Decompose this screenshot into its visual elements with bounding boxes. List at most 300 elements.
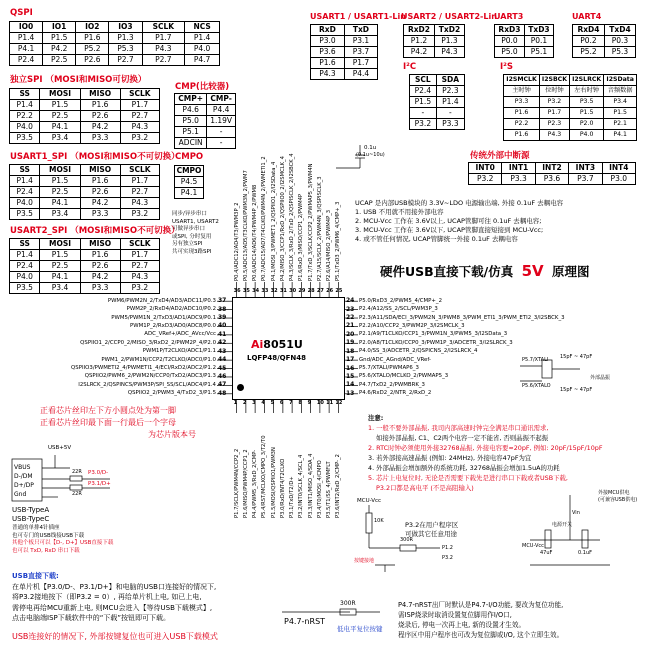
pin-number: 14 — [346, 381, 355, 389]
i2c-cell: SDA — [436, 75, 464, 86]
usb-gnd: Gnd — [14, 491, 27, 498]
i2c-cell: P2.3 — [436, 86, 464, 97]
usart2_spi-cell: P2.7 — [120, 261, 159, 272]
pin-label-top: P4.1/MOSI_3/PWMET1_2/QSPIIO1_2/I2SData_4 — [270, 161, 277, 281]
pin-label-left: PWM5/PWM1N_2/TxD3/AD1/ADC9/P0.1 — [111, 314, 216, 321]
cmp-title: CMP(比较器) — [175, 82, 230, 92]
btn-mcu-vcc: MCU-Vcc — [357, 498, 382, 504]
pin-number: 10 — [316, 400, 324, 406]
cap-47uf: 47uF — [540, 550, 553, 556]
i2s-title: I²S — [500, 62, 514, 72]
pin-number: 41 — [218, 330, 227, 338]
usart2_spi-cell: P3.4 — [40, 283, 80, 294]
i2s-cell: P3.5 — [569, 97, 603, 108]
usart1_spi-cell: P4.3 — [120, 198, 159, 209]
note-4: 4. 外部晶振会增加额外的系统功耗, 32768晶振会增加1.5uA的功耗 — [368, 464, 560, 472]
chip-model-num: 8051U — [263, 338, 303, 351]
pin-number: 19 — [346, 339, 355, 347]
i2s-cell: I2SBCK — [540, 75, 570, 86]
spi_ind-cell: MOSI — [40, 89, 80, 100]
uart4-cell: TxD4 — [604, 25, 635, 36]
pin-label-right: P4.6/RxD2_2/NTR_2/RxD_2 — [359, 390, 432, 397]
i2s-cell: P4.1 — [604, 130, 637, 141]
spi-ind-title: 独立SPI （MOSI和MISO可切换） — [10, 75, 147, 85]
i2c-title: I²C — [403, 62, 417, 72]
i2c-cell: P3.3 — [436, 119, 464, 130]
pin-number: 35 — [242, 288, 250, 294]
i2s-cell: P1.5 — [604, 108, 637, 119]
int-cell: P3.3 — [502, 174, 535, 185]
pin-label-right: P2.3/A11/SDA/ECI_3/PWM2N_3/PWM8_3/PWM_ETI1_3/PWM_ETI2_3/I2SBCK_3 — [359, 314, 565, 321]
ucap-note: UCAP 是内部USB模块的 3.3V~LDO 电源输出端, 外接 0.1uF 去耦电容 — [355, 199, 564, 207]
usb-download-3: 需停电再给MCU重新上电, 则MCU会进入【等待USB下载模式】, — [12, 603, 213, 612]
pin-label-bottom: P3.3/INT1/MISO_4/SDA_4 — [307, 453, 314, 518]
btn-r300: 300R — [400, 537, 414, 543]
int-title: 传统外部中断源 — [470, 151, 530, 161]
pin-label-left: I2SLRCK_2/QSPINCS/PWM3P/SPI_SS/SCL/ADC4/P1.4 — [78, 381, 216, 388]
usart1_spi-cell: P1.5 — [40, 176, 80, 187]
pin-label-top: P0.4/ADC12/AD4/T3/PWM3P_2 — [233, 202, 240, 281]
pin-label-top: P0.6/ADC14/AD6/T4/PWM4P_2/PWM8 — [252, 184, 259, 281]
pin1-dot — [237, 384, 244, 391]
usb-note-2: 也可专门的USB线接USB下载 — [12, 532, 85, 539]
usart1_spi-cell: SS — [10, 165, 40, 176]
spi_ind-cell: P4.2 — [80, 122, 120, 133]
pin-label-bottom: P5.4/RST/MCLKO/CMPO_3/T2/T0 — [261, 435, 268, 518]
usart2-title: USART2 / USART2-Lin — [401, 12, 497, 21]
usart2_spi-cell: P3.5 — [10, 283, 40, 294]
pin-number: 24 — [346, 297, 355, 305]
spi_ind-cell: P4.0 — [10, 122, 40, 133]
pin-label-left: PWM1_2/PWM1N/CCP2/T2CLKO/ADC0/P1.0 — [101, 356, 216, 363]
pin-label-left: PWM1P/T2CLKO/ADC1/P1.1 — [142, 348, 216, 355]
p47-note-4: 程序区中用户程序也可改为复位脚或I/O, 这个立即生效。 — [398, 631, 564, 639]
pin-label-left: PWM6/PWM2N_2/TxD4/AD3/ADC11/P0.3 — [107, 297, 216, 304]
usart1-cell: P3.0 — [311, 36, 345, 47]
p47-nrst-label: P4.7-nRST — [284, 617, 326, 626]
usb-types — [12, 506, 49, 524]
chip-package: LQFP48/QFN48 — [247, 354, 306, 362]
usart2_spi-cell: P1.6 — [80, 250, 120, 261]
usart1_spi-cell: P4.2 — [80, 198, 120, 209]
usart2-cell: P1.2 — [404, 36, 435, 47]
p32-usage-2: 可做其它任意用途 — [405, 530, 457, 538]
uart4-cell: P0.3 — [604, 36, 635, 47]
pin-number: 15 — [346, 372, 355, 380]
uart4-cell: P5.2 — [573, 47, 605, 58]
uart4-cell: P0.2 — [573, 36, 605, 47]
pin-number: 28 — [307, 288, 315, 294]
usart2-cell: RxD2 — [404, 25, 435, 36]
spi_ind-cell: P3.4 — [40, 133, 80, 144]
i2s-cell: P2.1 — [604, 119, 637, 130]
uart3-cell: RxD3 — [495, 25, 525, 36]
pin-number: 42 — [218, 339, 227, 347]
cap-01uf: 0.1uF — [578, 550, 592, 556]
usart1_spi-cell: SCLK — [120, 165, 159, 176]
pin-number: 13 — [346, 389, 355, 397]
qspi-cell: NCS — [185, 22, 220, 33]
pin-label-right: P5.7/XTALI/PWMAP6_3 — [359, 365, 419, 372]
spi_ind-cell: P3.3 — [80, 133, 120, 144]
qspi-cell: P2.4 — [10, 55, 43, 66]
i2c-cell: - — [410, 108, 437, 119]
uart4-title: UART4 — [572, 12, 602, 21]
cmp-cell: P4.6 — [175, 105, 207, 116]
usb-p31: P3.1/D+ — [88, 481, 111, 487]
uart3-cell: P0.1 — [524, 36, 553, 47]
usart1-cell: RxD — [311, 25, 345, 36]
pin-label-left: QSPIIO2_2/PWM3_4/TxD2_3/P1.5 — [127, 390, 216, 397]
pin-number: 44 — [218, 356, 227, 364]
qspi-cell: SCLK — [142, 22, 185, 33]
usart1-spi-title: USART1_SPI （MOSI和MISO不可切换） — [10, 152, 180, 162]
usart2_spi-cell: P4.2 — [80, 272, 120, 283]
usart2_spi-cell: P2.6 — [80, 261, 120, 272]
i2c-cell: - — [436, 108, 464, 119]
spi_ind-cell: P1.4 — [10, 100, 40, 111]
cmp-cell: - — [207, 127, 236, 138]
uart3-cell: TxD3 — [524, 25, 553, 36]
int-cell: P3.0 — [602, 174, 635, 185]
xtal-xi-label: P5.7/XTALI — [522, 357, 549, 363]
pin1-hint-3: 为芯片版本号 — [148, 430, 196, 439]
usart2_spi-cell: MISO — [80, 239, 120, 250]
qspi-cell: P5.2 — [76, 44, 109, 55]
usart1_spi-cell: MISO — [80, 165, 120, 176]
qspi-cell: P2.6 — [76, 55, 109, 66]
cmp-cell: P4.4 — [207, 105, 236, 116]
uart3-title: UART3 — [494, 12, 524, 21]
qspi-cell: IO1 — [43, 22, 76, 33]
qspi-cell: P4.7 — [185, 55, 220, 66]
usb-note-4: 也可以 TxD, RxD 串口下载 — [12, 547, 80, 554]
pin1-hint-1: 正看芯片丝印左下方小圆点处为第一脚 — [40, 406, 176, 415]
async-note-4: 或SPI, 分时复用 — [172, 233, 212, 240]
pin-label-bottom: P3.4/T0/MOSI_4/CMPO — [316, 460, 323, 518]
pin1-hint-2: 正看芯片丝印最下面一行最后一个字母 — [40, 418, 176, 427]
pin-label-bottom: P3.5/T1/SS_4/PWMFLT — [326, 461, 333, 518]
usart1_spi-cell: P3.5 — [10, 209, 40, 220]
ucap-cap-range: (0.1u~10u) — [356, 152, 385, 158]
i2c-cell: P2.4 — [410, 86, 437, 97]
p32-usage-1: P3.2在用户程序区 — [405, 521, 459, 529]
usart2_spi-cell: P3.2 — [120, 283, 159, 294]
pin-number: 18 — [346, 347, 355, 355]
usart2_spi-cell: P4.0 — [10, 272, 40, 283]
notes-block — [368, 413, 603, 493]
qspi-cell: IO2 — [76, 22, 109, 33]
pin-label-top: P4.2/MISO_3/CCP1/RxD_2/QSPIIO0_2/I2SMCLK_4 — [279, 156, 286, 281]
reset-button-label: 低电平复位按键 — [337, 625, 383, 633]
spi_ind-cell: P1.6 — [80, 100, 120, 111]
usart2_spi-cell: P4.1 — [40, 272, 80, 283]
usb-pin-labels — [14, 463, 34, 499]
note-5: 5. 芯片上电复位时, 无论是否需要下载先是进行串口下载或者USB下载, — [368, 474, 568, 482]
i2s-cell: 音频数据 — [604, 86, 637, 97]
xtal-cap1: 15pF ~ 47pF — [560, 354, 593, 360]
pin-number: 33 — [261, 288, 269, 294]
pin-label-right: P4.0/SS_3/ADCETR_2/QSPICNS_2/I2SLRCK_4 — [359, 348, 478, 355]
pin-label-right: P4.7/TxD2_2/PWMBRK_3 — [359, 381, 425, 388]
mcu-chip — [232, 297, 345, 400]
qspi-cell: P4.1 — [10, 44, 43, 55]
pin-number: 43 — [218, 347, 227, 355]
i2s-cell: I2SMCLK — [504, 75, 540, 86]
pin-label-right: P5.0/RxD3_2/PWM5_4/CMP+_2 — [359, 297, 443, 304]
pin-number: 3 — [252, 400, 256, 406]
pin-number: 5 — [270, 400, 275, 406]
usb-download-1: 在单片机【P3.0/D-、P3.1/D+】和电脑的USB口连接好的情况下, — [12, 582, 217, 591]
qspi-cell: P1.4 — [10, 33, 43, 44]
usart1_spi-cell: P3.2 — [120, 209, 159, 220]
usb-type-c: USB-TypeC — [12, 515, 50, 523]
usb-download-reset-note: USB连接好的情况下, 外部按键复位也可进入USB下载模式 — [12, 632, 218, 641]
i2s-cell: P2.2 — [504, 119, 540, 130]
diagram-title-suffix: 原理图 — [552, 264, 590, 279]
ext-mcu-power-1: 外接MCU供电 — [598, 490, 630, 496]
pin-label-right: P5.6/XTALO/MCLKO_2/PWMAP5_3 — [359, 373, 449, 380]
pin-number: 37 — [218, 297, 227, 305]
pin-label-left: ADC_VRef+/ADC_AVcc/Vcc — [144, 331, 216, 338]
async-note-6: 共可实现3路SPI — [172, 248, 212, 255]
pin-label-right: Gnd/ADC_AGnd/ADC_VRef- — [359, 356, 431, 363]
pin-label-bottom: P1.6/MISO/PWM4P/CCP1_2 — [242, 449, 249, 518]
pin-label-right: P2.4/A12/SS_2/SCL/PWM3P_3 — [359, 306, 438, 313]
i2s-cell: P3.4 — [604, 97, 637, 108]
qspi-title: QSPI — [10, 8, 33, 18]
note-1b: 如接外部晶振, C1、C2两个电容一定不能省, 否则晶振不起振 — [376, 434, 549, 442]
usart1-cell: P4.4 — [344, 69, 377, 80]
pin-label-bottom: P3.6/INT2/RxD_2/CMP-_2 — [335, 454, 342, 518]
pin-label-right: P2.1/A9/T1CLKO/CCP1_3/PWM1N_3/PWM5_3/I2SData_3 — [359, 331, 508, 338]
pin-number: 20 — [346, 330, 355, 338]
int-cell: INT3 — [569, 163, 602, 174]
usb-vbus: VBUS — [14, 464, 31, 471]
spi_ind-cell: P2.5 — [40, 111, 80, 122]
pin-label-bottom: P4.4/PWM5_3/RxD_2/CMP- — [252, 449, 259, 518]
async-note-5: 另有独立SPI — [172, 241, 203, 247]
p47-note-3: 烧录后, 停电一次再上电, 新的设置才生效。 — [398, 621, 526, 629]
cmp-cell: - — [207, 138, 236, 149]
spi_ind-cell: SS — [10, 89, 40, 100]
usart1-cell: TxD — [344, 25, 377, 36]
diagram-title-text: 硬件USB直接下载/仿真 — [380, 264, 514, 279]
usart1-cell: P1.7 — [344, 58, 377, 69]
usb-download-4: 点击电脑端ISP下载软件中的“下载”按钮即可下载。 — [12, 614, 170, 622]
usart1-cell: P4.3 — [311, 69, 345, 80]
cmp-cell: CMP+ — [175, 94, 207, 105]
pin-label-bottom: P1.5/MOSI/QSPIIO1/PWM3N — [270, 447, 277, 518]
pin-number: 9 — [307, 400, 312, 406]
usart1_spi-cell: P1.7 — [120, 176, 159, 187]
i2s-cell: 左右时钟 — [569, 86, 603, 97]
usart1_spi-cell: P2.4 — [10, 187, 40, 198]
pin-number: 12 — [335, 400, 343, 406]
usart2-cell: P4.3 — [434, 47, 464, 58]
pin-number: 16 — [346, 364, 355, 372]
usb-r2: 22R — [72, 491, 82, 497]
async-note-1: 同步/异步串口 — [172, 211, 207, 217]
pin-number: 7 — [289, 400, 293, 406]
qspi-cell: P4.3 — [142, 44, 185, 55]
usart2_spi-cell: MOSI — [40, 239, 80, 250]
pin-label-top: P0.7/ADC15/AD7/T4CLKO/PWM4N_2/PWMETI1_2 — [261, 156, 268, 281]
pin-label-left: QSPIIO1_2/CCP0_2/MISO_3/RxD2_2/PWM2P_4/P2.0 — [80, 339, 216, 346]
spi_ind-cell: P1.5 — [40, 100, 80, 111]
pin-number: 17 — [346, 356, 355, 364]
pin-number: 6 — [279, 400, 284, 406]
usart1_spi-cell: P4.1 — [40, 198, 80, 209]
usart1_spi-cell: MOSI — [40, 165, 80, 176]
qspi-cell: P2.5 — [43, 55, 76, 66]
cmpo-cell: P4.1 — [175, 188, 204, 199]
power-switch-label: 电源开关 — [552, 522, 573, 528]
cmpo-cell: P4.5 — [175, 177, 204, 188]
qspi-cell: P4.2 — [43, 44, 76, 55]
pin-number: 46 — [218, 372, 227, 380]
note-5b: P3.2口都是高电平 (不是高阻输入) — [376, 484, 474, 492]
int-cell: INT2 — [535, 163, 568, 174]
pin-number: 32 — [270, 288, 278, 294]
ucap-line-2: 2. MCU-Vcc 工作在 3.6V以上, UCAP管脚可往 0.1uF 去耦电容; — [355, 217, 542, 225]
usart2_spi-cell: P4.3 — [120, 272, 159, 283]
usb-notes — [12, 525, 113, 555]
uart4-cell: P5.3 — [604, 47, 635, 58]
pin-label-bottom: P3.0/RxD/INT4/T2CLKO — [279, 458, 286, 518]
usart2_spi-cell: P1.7 — [120, 250, 159, 261]
i2s-cell: P4.0 — [569, 130, 603, 141]
pin-number: 8 — [298, 400, 302, 406]
int-cell: P3.2 — [469, 174, 502, 185]
i2s-cell: P1.6 — [504, 130, 540, 141]
pin-number: 39 — [218, 314, 227, 322]
spi_ind-cell: P3.5 — [10, 133, 40, 144]
cmp-cell: ADCIN — [175, 138, 207, 149]
i2c-cell: SCL — [410, 75, 437, 86]
cmp-cell: P5.1 — [175, 127, 207, 138]
qspi-cell: P5.3 — [109, 44, 142, 55]
pin-number: 40 — [218, 322, 227, 330]
i2s-cell: P3.3 — [504, 97, 540, 108]
pin-number: 2 — [242, 400, 247, 406]
uart3-cell: P0.0 — [495, 36, 525, 47]
usart2_spi-cell: P2.5 — [40, 261, 80, 272]
pin-number: 47 — [218, 381, 227, 389]
spi_ind-cell: P1.7 — [120, 100, 159, 111]
pin-label-top: P4.3/SCLK_3/RxD_2/TxD_2/QSPISCLK_2/I2SBCK_4 — [289, 153, 296, 281]
pin-label-top: P2.7/A15/SCLK_2/PWM4N_3/QSPISCLK_3 — [316, 176, 323, 281]
usart2_spi-cell: P3.3 — [80, 283, 120, 294]
usart1-cell: P3.7 — [344, 47, 377, 58]
usart2_spi-cell: P1.4 — [10, 250, 40, 261]
p47-note-1: P4.7-nRST出厂时默认是P4.7-I/O功能, 要改为复位功能, — [398, 601, 564, 609]
usart2-spi-title: USART2_SPI （MOSI和MISO不可切换） — [10, 226, 180, 236]
pin-number: 29 — [298, 288, 306, 294]
reset-r300: 300R — [340, 600, 356, 607]
cmp-cell: P5.0 — [175, 116, 207, 127]
pin-number: 21 — [346, 322, 355, 330]
usart2_spi-cell: SCLK — [120, 239, 159, 250]
usb-5v-label: USB+5V — [48, 445, 72, 451]
usb-download-desc — [12, 571, 216, 624]
usart1_spi-cell: P3.3 — [80, 209, 120, 220]
pin-number: 36 — [233, 288, 241, 294]
pin-label-right: P2.0/A8/T1CLKO/CCP0_3/PWM1P_3/ADCETR_3/I2SLRCK_3 — [359, 339, 513, 346]
pin-number: 45 — [218, 364, 227, 372]
usb-download-2: 将P3.2接地按下（即P3.2 = 0）, 再给单片机上电, 如已上电, — [12, 593, 202, 601]
int-cell: INT4 — [602, 163, 635, 174]
pin-number: 31 — [279, 288, 287, 294]
usart1-cell: P3.6 — [311, 47, 345, 58]
btn-p12: P1.2 — [442, 545, 453, 551]
ucap-line-3: 3. MCU-Vcc 工作在 3.6V以下, UCAP管脚直接短接到 MCU-Vcc; — [355, 226, 544, 234]
pin-label-top: P5.1/TxD3_2/PWM6_4/CMP+_3 — [335, 201, 342, 281]
i2s-cell: P4.3 — [540, 130, 570, 141]
qspi-cell: P2.7 — [109, 55, 142, 66]
pin-label-bottom: P3.2/INT0/SCLK_4/SCL_4 — [298, 454, 305, 518]
usart1_spi-cell: P2.5 — [40, 187, 80, 198]
spi_ind-cell: P3.2 — [120, 133, 159, 144]
usart1-title: USART1 / USART1-Lin — [310, 12, 406, 21]
pin-number: 27 — [316, 288, 324, 294]
cmpo-title: CMPO — [175, 152, 204, 162]
uart3-cell: P5.1 — [524, 47, 553, 58]
spi_ind-cell: MISO — [80, 89, 120, 100]
pin-number: 22 — [346, 314, 355, 322]
cmp-cell: CMP- — [207, 94, 236, 105]
async-note-2: USART1, USART2 — [172, 218, 219, 225]
pin-number: 1 — [233, 400, 238, 406]
i2s-cell: P1.5 — [569, 108, 603, 119]
xtal-xo-label: P5.6/XTALO — [522, 383, 551, 389]
qspi-cell: P1.4 — [185, 33, 220, 44]
usb-dp: D+/DP — [14, 482, 34, 489]
cmpo-cell: CMPO — [175, 166, 204, 177]
xtal-ext-label: 外部晶振 — [590, 375, 611, 381]
usb-r1: 22R — [72, 469, 82, 475]
usart2_spi-cell: P1.5 — [40, 250, 80, 261]
usart2_spi-cell: SS — [10, 239, 40, 250]
spi_ind-cell: P4.1 — [40, 122, 80, 133]
ext-mcu-power — [598, 490, 637, 504]
i2c-cell: P3.2 — [410, 119, 437, 130]
note-2: 2. RTC时钟必须使用外接32768晶振, 外接电容要≈20pF, 例如: 20pF/15pF/10pF — [368, 444, 603, 452]
i2s-cell: P2.3 — [540, 119, 570, 130]
usart1_spi-cell: P4.0 — [10, 198, 40, 209]
spi_ind-cell: P2.2 — [10, 111, 40, 122]
spi_ind-cell: P2.7 — [120, 111, 159, 122]
uart4-cell: RxD4 — [573, 25, 605, 36]
chip-model — [251, 338, 303, 351]
p47-nrst-notes — [398, 600, 563, 640]
int-cell: P3.7 — [569, 174, 602, 185]
i2c-cell: P1.5 — [410, 97, 437, 108]
int-cell: P3.6 — [535, 174, 568, 185]
spi_ind-cell: SCLK — [120, 89, 159, 100]
ucap-cap-label: 0.1u — [364, 145, 377, 151]
usart2-cell: TxD2 — [434, 25, 464, 36]
p47-note-2: 需ISP烧录时取消设置复位脚用作I/O口, — [398, 611, 512, 619]
usb-note-1: 普通的单排4针插座 — [12, 525, 60, 531]
note-3: 3. 若外部接高速晶振 (例如: 24MHz), 外接电容47pF为宜 — [368, 454, 532, 462]
usart1_spi-cell: P3.4 — [40, 209, 80, 220]
qspi-cell: P1.5 — [43, 33, 76, 44]
usart1_spi-cell: P1.4 — [10, 176, 40, 187]
pin-label-bottom: P1.7/SCLK/PWM4N/CCP2_2 — [233, 448, 240, 518]
spi_ind-cell: P4.3 — [120, 122, 159, 133]
qspi-cell: P1.7 — [142, 33, 185, 44]
